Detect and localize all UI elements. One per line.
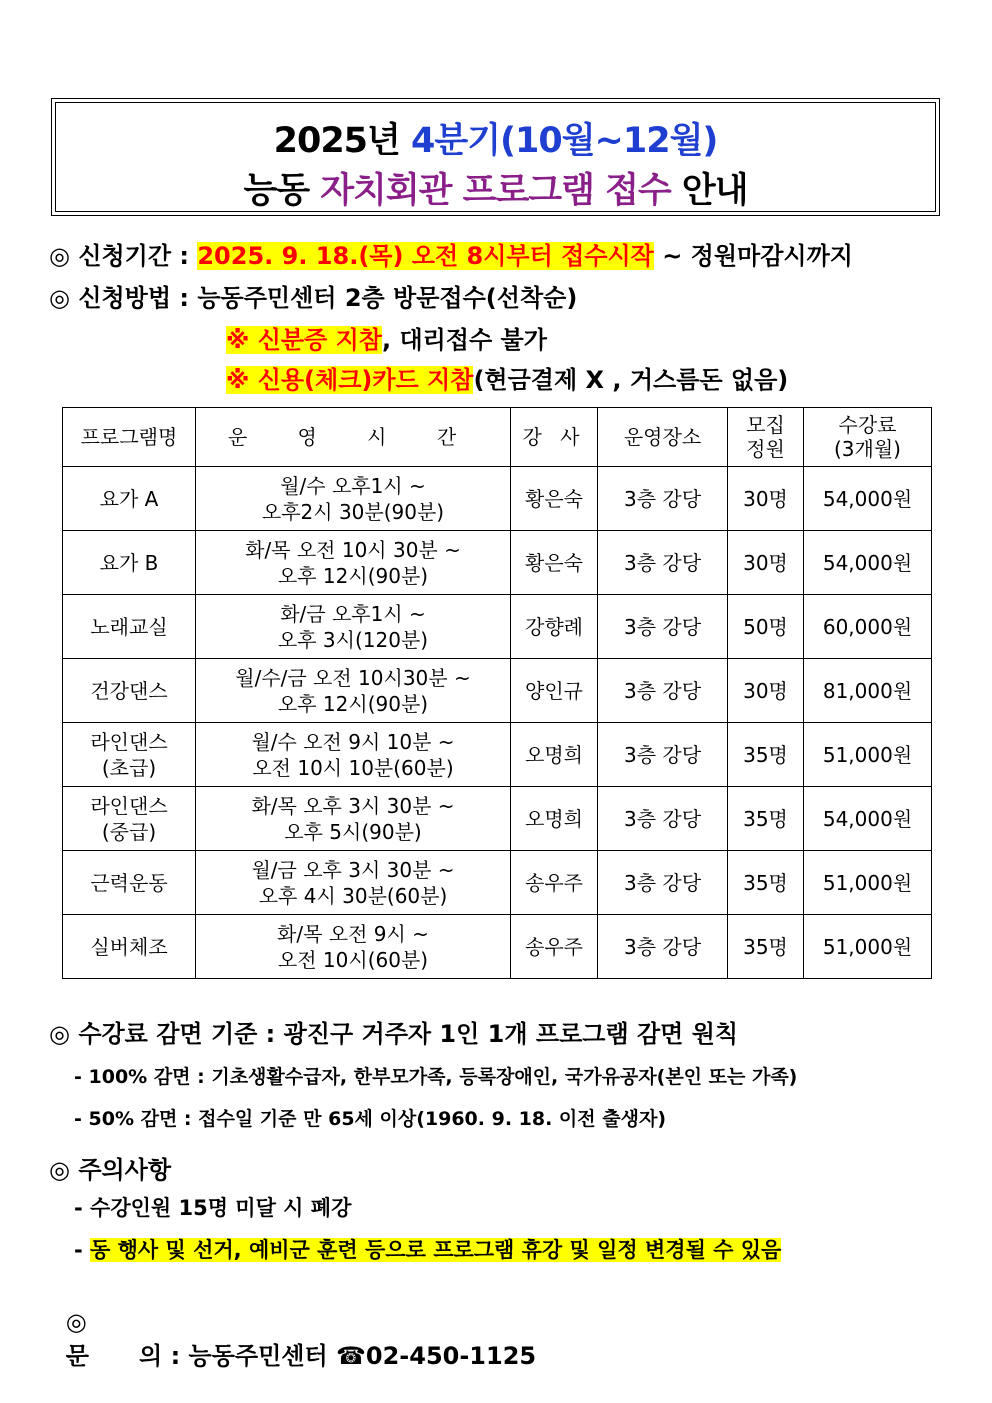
bullet-icon: ◎: [49, 1020, 70, 1048]
notes-heading-text: 주의사항: [78, 1156, 172, 1184]
header-program: 프로그램명: [63, 408, 196, 467]
header-capacity: 모집 정원: [728, 408, 804, 467]
teacher-cell: 황은숙: [511, 531, 598, 595]
note-card-rest: (현금결제 X , 거스름돈 없음): [473, 366, 789, 394]
fee-cell: 54,000원: [804, 531, 932, 595]
notes-item-2-text: 동 행사 및 선거, 예비군 훈련 등으로 프로그램 휴강 및 일정 변경될 수 있음: [90, 1238, 782, 1262]
program-name-cell: 건강댄스: [63, 659, 196, 723]
place-cell: 3층 강당: [598, 851, 728, 915]
bullet-icon: ◎: [49, 284, 70, 312]
title-inner-border: [55, 102, 936, 212]
time-line-1: 화/금 오후1시 ~: [280, 601, 426, 626]
notes-heading: [49, 1150, 171, 1185]
table-row: [63, 531, 932, 595]
bullet-icon: ◎: [49, 1156, 70, 1184]
teacher-cell: 오명희: [511, 723, 598, 787]
apply-period: [49, 236, 853, 271]
teacher-cell: 양인규: [511, 659, 598, 723]
notes-item-2-dash: -: [74, 1238, 91, 1262]
time-line-2: 오후 12시(90분): [277, 691, 429, 716]
capacity-cell: 30명: [728, 531, 804, 595]
discount-item-50: - 50% 감면 : 접수일 기준 만 65세 이상(1960. 9. 18. 이전 출생자): [74, 1108, 667, 1130]
time-cell: [196, 467, 511, 531]
period-label: 신청기간 :: [78, 242, 198, 270]
program-name-cell: 라인댄스 (초급): [63, 723, 196, 787]
fee-cell: 81,000원: [804, 659, 932, 723]
bullet-icon: ◎: [65, 1308, 87, 1336]
program-name-cell: 노래교실: [63, 595, 196, 659]
title-program: 자치회관 프로그램 접수: [320, 171, 671, 211]
period-suffix: ~ 정원마감시까지: [653, 242, 853, 270]
teacher-cell: 강향례: [511, 595, 598, 659]
time-line-2: 오후 12시(90분): [277, 563, 429, 588]
teacher-cell: 오명희: [511, 787, 598, 851]
fee-cell: 51,000원: [804, 915, 932, 979]
time-line-2: 오후 3시(120분): [277, 627, 429, 652]
period-value: 2025. 9. 18.(목) 오전 8시부터 접수시작: [197, 242, 654, 270]
time-line-2: 오전 10시(60분): [277, 947, 429, 972]
time-line-2: 오후 4시 30분(60분): [258, 883, 448, 908]
method-value: 능동주민센터 2층 방문접수(선착순): [197, 284, 578, 312]
time-line-1: 월/수 오후1시 ~: [280, 473, 426, 498]
time-cell: [196, 787, 511, 851]
time-line-1: 월/금 오후 3시 30분 ~: [251, 857, 455, 882]
place-cell: 3층 강당: [598, 531, 728, 595]
time-cell: [196, 723, 511, 787]
time-cell: [196, 915, 511, 979]
time-line-1: 화/목 오전 10시 30분 ~: [245, 537, 461, 562]
place-cell: 3층 강당: [598, 787, 728, 851]
title-place: 능동: [243, 171, 321, 211]
time-cell: [196, 851, 511, 915]
title-box: [51, 98, 940, 216]
discount-heading-text: 수강료 감면 기준 : 광진구 거주자 1인 1개 프로그램 감면 원칙: [78, 1020, 739, 1048]
fee-cell: 60,000원: [804, 595, 932, 659]
contact-value: 능동주민센터 ☎02-450-1125: [188, 1342, 537, 1370]
fee-cell: 51,000원: [804, 851, 932, 915]
title-guide: 안내: [670, 171, 748, 211]
note-card: [226, 360, 788, 395]
fee-cell: 54,000원: [804, 787, 932, 851]
place-cell: 3층 강당: [598, 659, 728, 723]
title-year: 2025년: [273, 121, 412, 161]
program-table: [62, 407, 932, 979]
header-time: 운 영 시 간: [196, 408, 511, 467]
capacity-cell: 35명: [728, 851, 804, 915]
contact-label: 문 의 :: [65, 1342, 189, 1370]
time-cell: [196, 659, 511, 723]
time-line-2: 오후2시 30분(90분): [261, 499, 445, 524]
time-line-1: 월/수/금 오전 10시30분 ~: [235, 665, 471, 690]
title-quarter: 4분기(10월~12월): [411, 121, 718, 161]
header-teacher: 강 사: [511, 408, 598, 467]
table-row: [63, 787, 932, 851]
fee-cell: 54,000원: [804, 467, 932, 531]
note-id-rest: , 대리접수 불가: [381, 326, 547, 354]
capacity-cell: 30명: [728, 659, 804, 723]
time-cell: [196, 595, 511, 659]
title-line-2: [56, 163, 935, 213]
table-row: [63, 851, 932, 915]
note-id-highlight: ※ 신분증 지참: [226, 326, 382, 354]
teacher-cell: 송우주: [511, 915, 598, 979]
note-id-card: [226, 320, 547, 355]
time-line-2: 오전 10시 10분(60분): [252, 755, 454, 780]
note-card-highlight: ※ 신용(체크)카드 지참: [226, 366, 474, 394]
contact: [49, 1280, 536, 1371]
table-row: [63, 659, 932, 723]
method-label: 신청방법 :: [78, 284, 198, 312]
capacity-cell: 30명: [728, 467, 804, 531]
header-place: 운영장소: [598, 408, 728, 467]
time-cell: [196, 531, 511, 595]
apply-method: [49, 278, 577, 313]
table-header-row: [63, 408, 932, 467]
notes-item-1: - 수강인원 15명 미달 시 폐강: [74, 1196, 352, 1220]
fee-cell: 51,000원: [804, 723, 932, 787]
time-line-1: 화/목 오전 9시 ~: [277, 921, 429, 946]
discount-heading: [49, 1014, 738, 1049]
title-line-1: [56, 113, 935, 163]
time-line-1: 월/수 오전 9시 10분 ~: [251, 729, 455, 754]
program-name-cell: 근력운동: [63, 851, 196, 915]
table-row: [63, 723, 932, 787]
notes-item-2: [74, 1234, 781, 1264]
program-name-cell: 실버체조: [63, 915, 196, 979]
place-cell: 3층 강당: [598, 595, 728, 659]
bullet-icon: ◎: [49, 242, 70, 270]
time-line-1: 화/목 오후 3시 30분 ~: [251, 793, 455, 818]
teacher-cell: 송우주: [511, 851, 598, 915]
time-line-2: 오후 5시(90분): [284, 819, 422, 844]
table-row: [63, 467, 932, 531]
discount-item-100: - 100% 감면 : 기초생활수급자, 한부모가족, 등록장애인, 국가유공자(본인 또는 가족): [74, 1066, 798, 1088]
table-row: [63, 915, 932, 979]
header-fee: 수강료 (3개월): [804, 408, 932, 467]
program-name-cell: 라인댄스 (중급): [63, 787, 196, 851]
teacher-cell: 황은숙: [511, 467, 598, 531]
capacity-cell: 35명: [728, 787, 804, 851]
program-name-cell: 요가 A: [63, 467, 196, 531]
capacity-cell: 35명: [728, 915, 804, 979]
capacity-cell: 50명: [728, 595, 804, 659]
place-cell: 3층 강당: [598, 723, 728, 787]
table-row: [63, 595, 932, 659]
place-cell: 3층 강당: [598, 467, 728, 531]
capacity-cell: 35명: [728, 723, 804, 787]
place-cell: 3층 강당: [598, 915, 728, 979]
program-name-cell: 요가 B: [63, 531, 196, 595]
